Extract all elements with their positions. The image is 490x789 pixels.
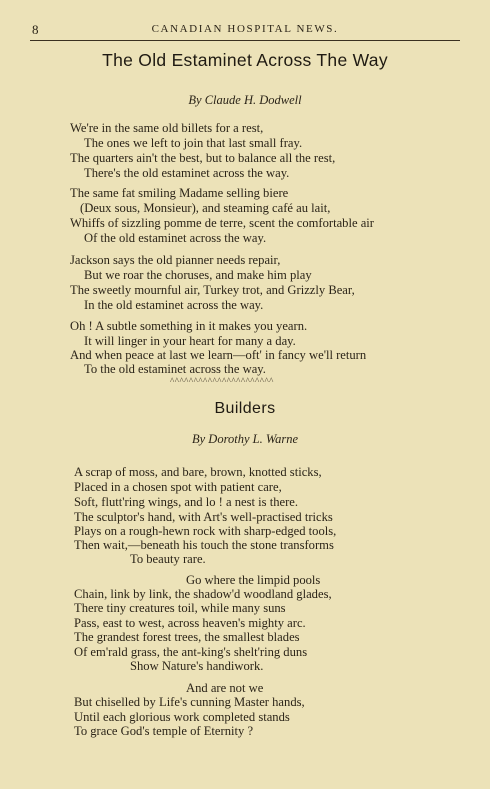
- poem-line: Until each glorious work completed stands: [74, 710, 290, 724]
- poem-line: There tiny creatures toil, while many suns: [74, 601, 286, 615]
- poem-line: To grace God's temple of Eternity ?: [74, 724, 254, 738]
- poem-line: There's the old estaminet across the way.: [84, 166, 290, 180]
- poem-line: Oh ! A subtle something in it makes you yearn.: [70, 319, 308, 333]
- poem-line: Pass, east to west, across heaven's mighty arc.: [74, 616, 306, 630]
- poem-line: But we roar the choruses, and make him play: [84, 268, 312, 282]
- poem-line: The sweetly mournful air, Turkey trot, and Grizzly Bear,: [70, 283, 355, 297]
- poem2-title: Builders: [214, 400, 276, 417]
- section-divider: ^^^^^^^^^^^^^^^^^^^^^^: [170, 376, 274, 386]
- poem-line: Soft, flutt'ring wings, and lo ! a nest is there.: [74, 495, 299, 509]
- poem1-byline: By Claude H. Dodwell: [188, 93, 302, 107]
- publication-title: CANADIAN HOSPITAL NEWS.: [151, 23, 339, 35]
- poem-line: (Deux sous, Monsieur), and steaming café au lait,: [80, 201, 331, 215]
- poem-line: Of the old estaminet across the way.: [84, 231, 267, 245]
- running-header: [30, 20, 460, 41]
- poem-line: Jackson says the old pianner needs repair,: [70, 253, 281, 267]
- poem-line: Show Nature's handiwork.: [130, 659, 264, 673]
- poem-line: Plays on a rough-hewn rock with sharp-edged tools,: [74, 524, 337, 538]
- poem-line: Go where the limpid pools: [186, 573, 321, 587]
- poem-line: The grandest forest trees, the smallest blades: [74, 630, 300, 644]
- poem-line: It will linger in your heart for many a day.: [84, 334, 296, 348]
- poem-line: The quarters ain't the best, but to balance all the rest,: [70, 151, 336, 165]
- poem-line: Then wait,—beneath his touch the stone transforms: [74, 538, 334, 552]
- poem-line: But chiselled by Life's cunning Master hands,: [74, 695, 305, 709]
- poem-line: In the old estaminet across the way.: [84, 298, 264, 312]
- poem-line: Placed in a chosen spot with patient care,: [74, 480, 282, 494]
- poem1-title: The Old Estaminet Across The Way: [102, 50, 388, 70]
- poem-line: The ones we left to join that last small fray.: [84, 136, 303, 150]
- poem2-byline: By Dorothy L. Warne: [191, 432, 298, 446]
- poem-line: And when peace at last we learn—oft' in fancy we'll return: [70, 348, 367, 362]
- poem-line: Whiffs of sizzling pomme de terre, scent the comfortable air: [70, 216, 375, 230]
- poem-line: The sculptor's hand, with Art's well-practised tricks: [74, 510, 333, 524]
- poem-line: And are not we: [186, 681, 264, 695]
- poem-line: We're in the same old billets for a rest,: [70, 121, 264, 135]
- page-number: 8: [32, 22, 39, 37]
- poem-line: To the old estaminet across the way.: [84, 362, 266, 376]
- poem-line: Chain, link by link, the shadow'd woodland glades,: [74, 587, 332, 601]
- poem-line: The same fat smiling Madame selling biere: [70, 186, 289, 200]
- poem-line: Of em'rald grass, the ant-king's shelt'ring duns: [74, 645, 308, 659]
- poem-line: To beauty rare.: [130, 552, 206, 566]
- poem-line: A scrap of moss, and bare, brown, knotted sticks,: [74, 465, 322, 479]
